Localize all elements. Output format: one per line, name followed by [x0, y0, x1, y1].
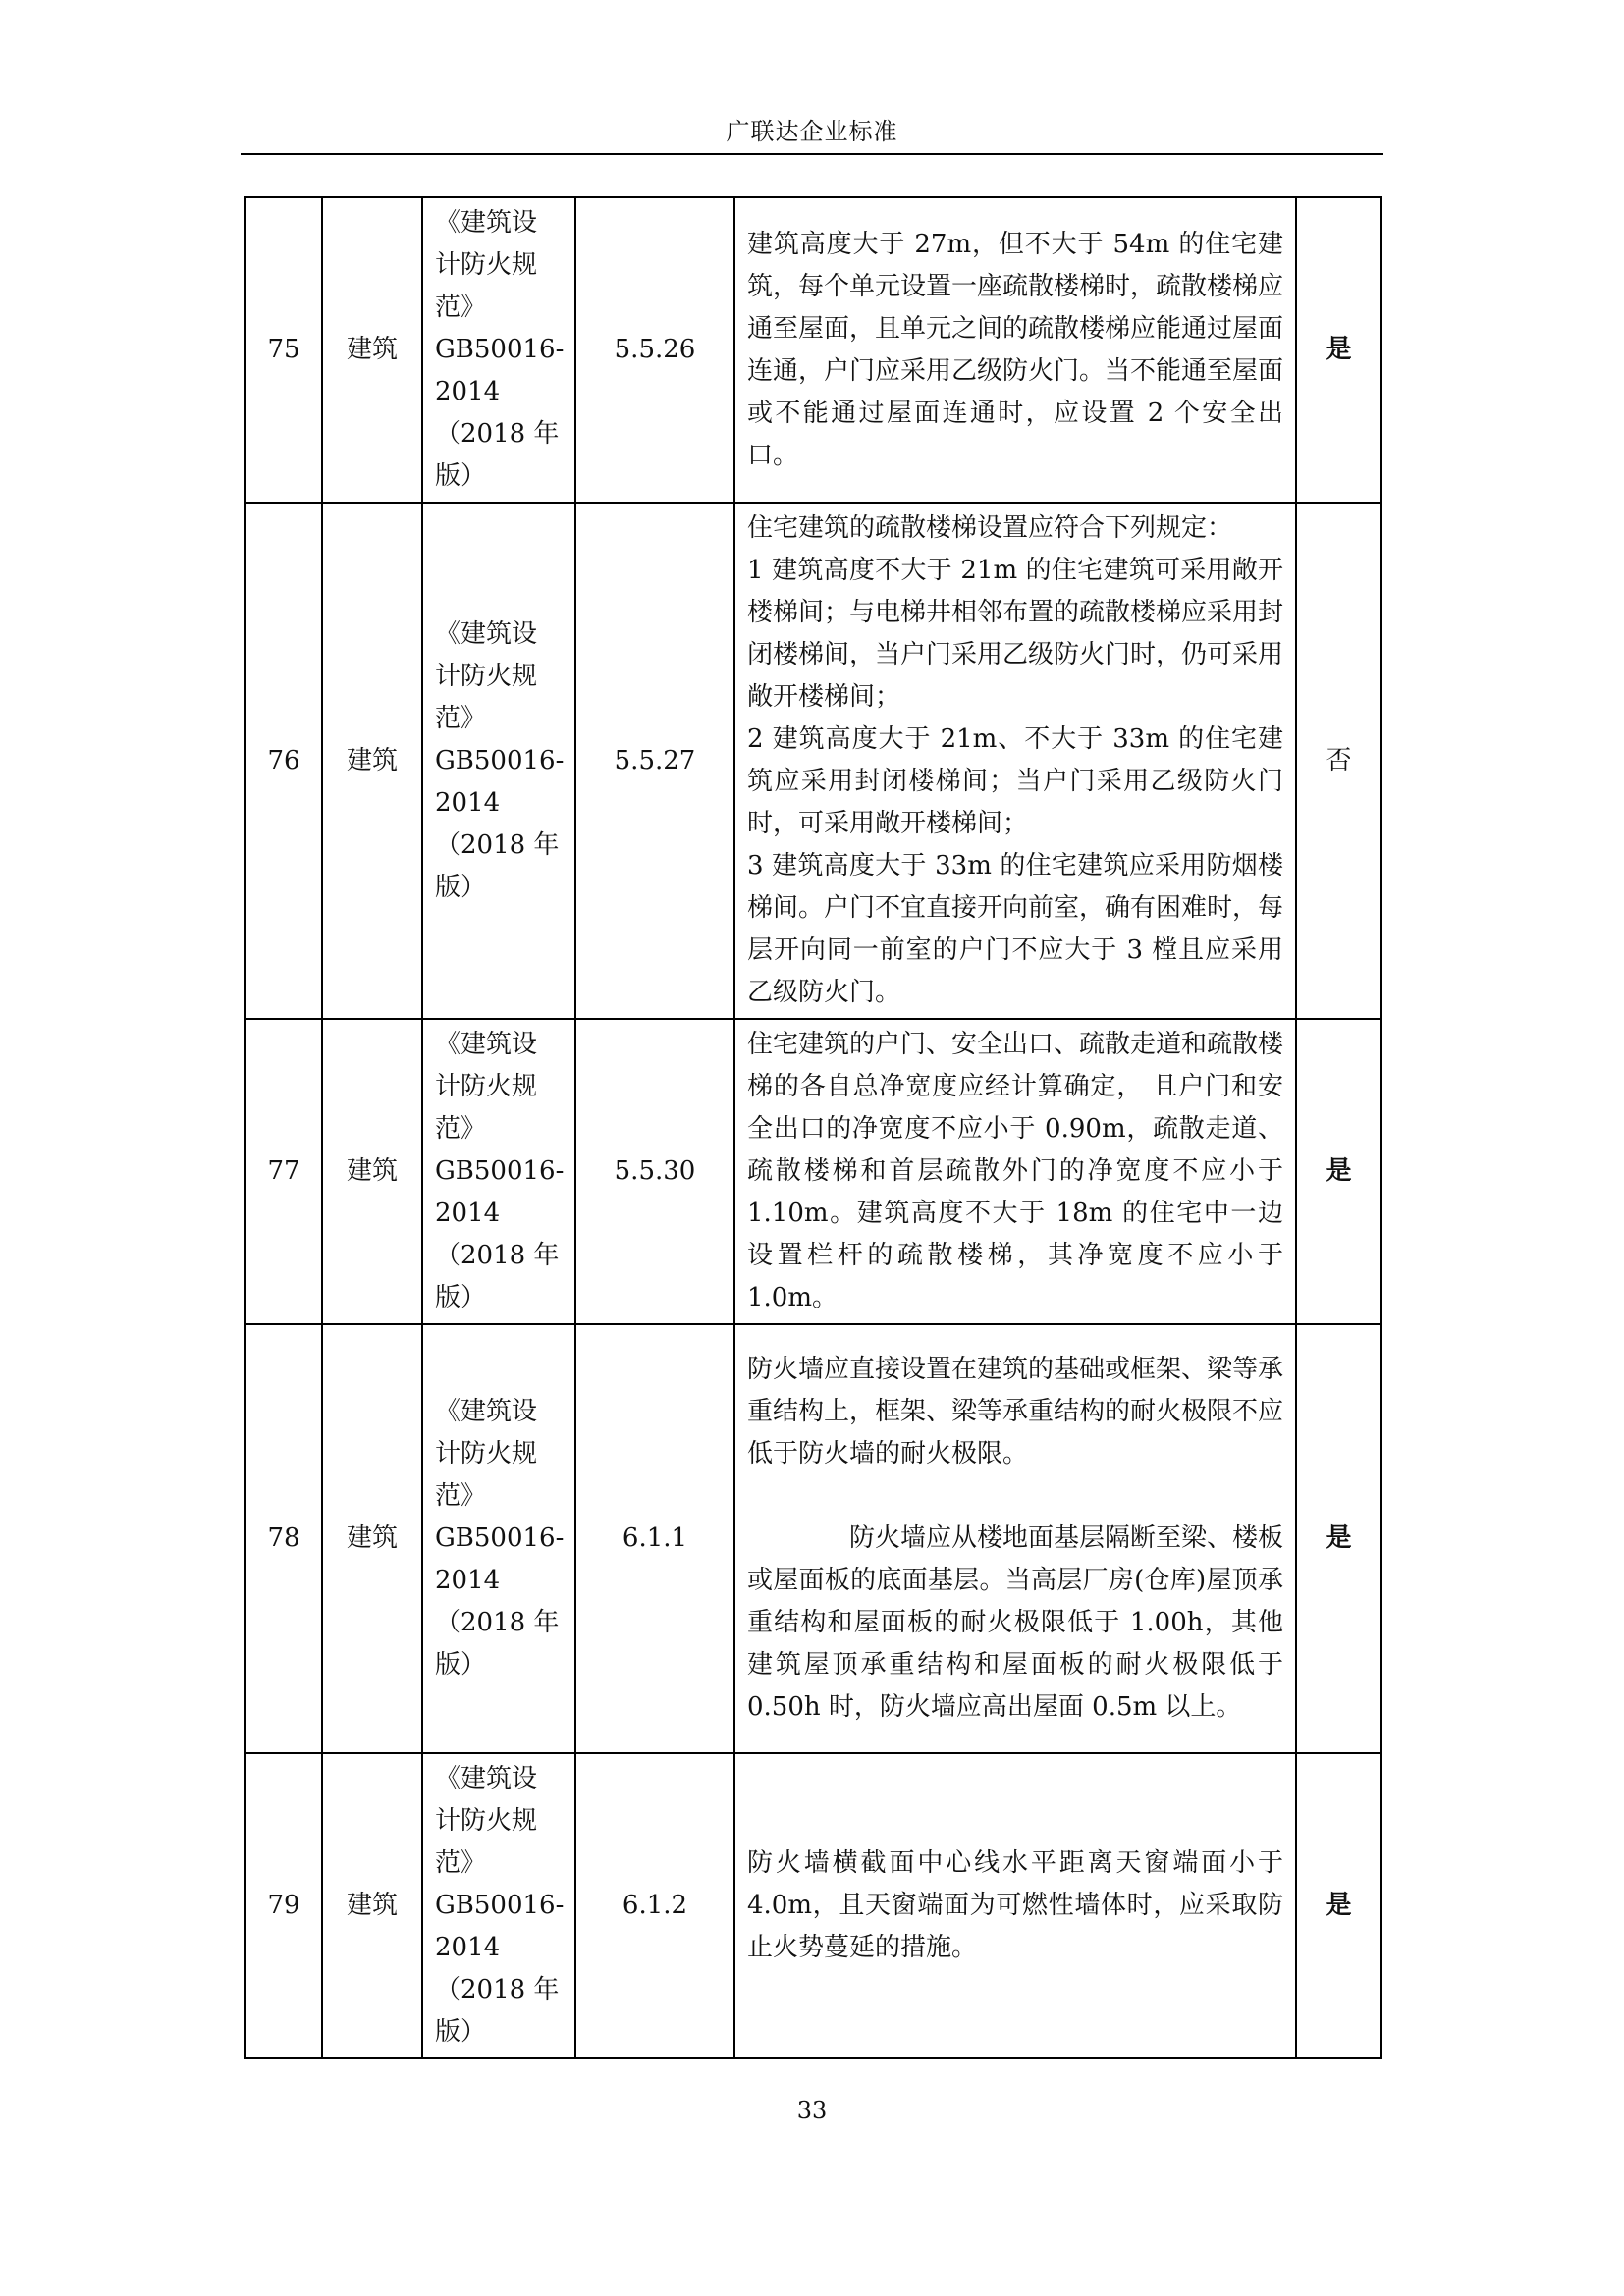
row-clause: 6.1.1: [575, 1324, 734, 1753]
row-source: 《建筑设 计防火规 范》 GB50016- 2014 （2018 年 版）: [422, 1324, 575, 1753]
row-number: 78: [245, 1324, 322, 1753]
table-row: [245, 1753, 1381, 2058]
row-requirement: 住宅建筑的户门、安全出口、疏散走道和疏散楼梯的各自总净宽度应经计算确定， 且户门和安全出口的净宽度不应小于 0.90m，疏散走道、疏散楼梯和首层疏散外门的净宽度不应小于 1.10m。建筑高度不大于 18m 的住宅中一边设置栏杆的疏散楼梯，其净宽度不应小于 1.0m。: [734, 1019, 1296, 1324]
page-number: 33: [796, 2097, 828, 2124]
row-clause: 5.5.26: [575, 197, 734, 503]
row-requirement: 建筑高度大于 27m，但不大于 54m 的住宅建筑，每个单元设置一座疏散楼梯时，疏散楼梯应通至屋面，且单元之间的疏散楼梯应能通过屋面连通，户门应采用乙级防火门。当不能通至屋面或不能通过屋面连通时，应设置 2 个安全出口。: [734, 197, 1296, 503]
standards-table: [244, 196, 1382, 2059]
row-clause: 5.5.30: [575, 1019, 734, 1324]
row-category: 建筑: [322, 1324, 422, 1753]
row-number: 79: [245, 1753, 322, 2058]
header-rule: [241, 153, 1383, 155]
row-number: 75: [245, 197, 322, 503]
row-source: 《建筑设 计防火规 范》 GB50016- 2014 （2018 年 版）: [422, 1019, 575, 1324]
row-source: 《建筑设 计防火规 范》 GB50016- 2014 （2018 年 版）: [422, 503, 575, 1019]
row-clause: 6.1.2: [575, 1753, 734, 2058]
row-comply: 是: [1296, 1753, 1381, 2058]
document-header-title: 广联达企业标准: [726, 118, 898, 145]
row-category: 建筑: [322, 503, 422, 1019]
row-source: 《建筑设 计防火规 范》 GB50016- 2014 （2018 年 版）: [422, 197, 575, 503]
row-category: 建筑: [322, 1019, 422, 1324]
row-category: 建筑: [322, 197, 422, 503]
table-row: [245, 1324, 1381, 1753]
table-row: [245, 1019, 1381, 1324]
table-row: [245, 503, 1381, 1019]
row-comply: 是: [1296, 1019, 1381, 1324]
row-comply: 是: [1296, 1324, 1381, 1753]
row-category: 建筑: [322, 1753, 422, 2058]
table-row: [245, 197, 1381, 503]
row-comply: 是: [1296, 197, 1381, 503]
row-requirement: 防火墙横截面中心线水平距离天窗端面小于 4.0m，且天窗端面为可燃性墙体时，应采取防止火势蔓延的措施。: [734, 1753, 1296, 2058]
row-number: 76: [245, 503, 322, 1019]
row-clause: 5.5.27: [575, 503, 734, 1019]
row-requirement: 住宅建筑的疏散楼梯设置应符合下列规定： 1 建筑高度不大于 21m 的住宅建筑可采用敞开楼梯间；与电梯井相邻布置的疏散楼梯应采用封闭楼梯间，当户门采用乙级防火门时，仍可采用敞开楼梯间； 2 建筑高度大于 21m、不大于 33m 的住宅建筑应采用封闭楼梯间；当户门采用乙级防火门时，可采用敞开楼梯间； 3 建筑高度大于 33m 的住宅建筑应采用防烟楼梯间。户门不宜直接开向前室，确有困难时，每层开向同一前室的户门不应大于 3 樘且应采用乙级防火门。: [734, 503, 1296, 1019]
row-number: 77: [245, 1019, 322, 1324]
row-source: 《建筑设 计防火规 范》 GB50016- 2014 （2018 年 版）: [422, 1753, 575, 2058]
row-comply: 否: [1296, 503, 1381, 1019]
row-requirement: 防火墙应直接设置在建筑的基础或框架、梁等承重结构上，框架、梁等承重结构的耐火极限不应低于防火墙的耐火极限。 防火墙应从楼地面基层隔断至梁、楼板或屋面板的底面基层。当高层厂房(仓库)屋顶承重结构和屋面板的耐火极限低于 1.00h，其他建筑屋顶承重结构和屋面板的耐火极限低于 0.50h 时，防火墙应高出屋面 0.5m 以上。: [734, 1324, 1296, 1753]
